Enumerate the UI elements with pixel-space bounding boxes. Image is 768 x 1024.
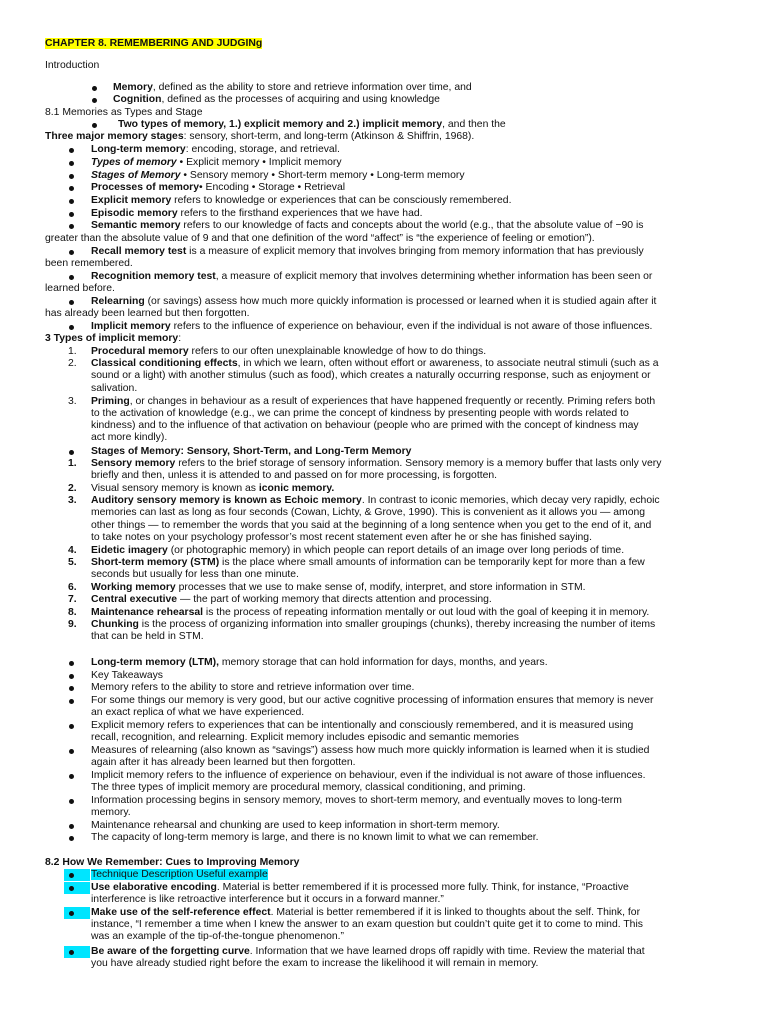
- recall-line-2: been remembered.: [45, 258, 133, 269]
- list-number: 2.: [68, 358, 77, 369]
- bullet-icon: [69, 300, 74, 305]
- bullet-icon: [69, 824, 74, 829]
- list-number: 9.: [68, 619, 77, 630]
- list-number: 7.: [68, 594, 77, 605]
- three-types-heading: 3 Types of implicit memory:: [45, 333, 182, 344]
- bullet-icon: [69, 148, 74, 153]
- bullet-icon: [92, 98, 97, 103]
- takeaway-item-cont: recall, recognition, and relearning. Explicit memory includes episodic and semantic memories: [91, 732, 519, 743]
- stage-item: Maintenance rehearsal is the process of repeating information mentally or out loud with the goal of keeping it in memory.: [91, 607, 650, 618]
- bullet-icon: [69, 686, 74, 691]
- implicit-item-cont: act more kindly).: [91, 432, 168, 443]
- bullet-icon: [69, 450, 74, 455]
- takeaway-item: Information processing begins in sensory memory, moves to short-term memory, and eventually moves to long-term: [91, 795, 622, 806]
- takeaway-item: The capacity of long-term memory is large, and there is no known limit to what we can remember.: [91, 832, 539, 843]
- stage-bullet: Stages of Memory • Sensory memory • Short-term memory • Long-term memory: [91, 170, 465, 181]
- bullet-icon: [69, 199, 74, 204]
- takeaway-item-cont: an exact replica of what we have experienced.: [91, 707, 305, 718]
- two-types-line: Two types of memory, 1.) explicit memory and 2.) implicit memory, and then the: [118, 119, 506, 130]
- stage-item-cont: that can be held in STM.: [91, 631, 204, 642]
- takeaway-item: Explicit memory refers to experiences that can be intentionally and consciously remembered, and it is measured using: [91, 720, 634, 731]
- stage-item-cont: to take notes on your psychology professor’s most recent statement even after he or she has finished saying.: [91, 532, 592, 543]
- implicit-item: Procedural memory refers to our often unexplainable knowledge of how to do things.: [91, 346, 487, 357]
- takeaway-item-cont: The three types of implicit memory are procedural memory, classical conditioning, and priming.: [91, 782, 526, 793]
- ltm-line: Long-term memory (LTM), memory storage that can hold information for days, months, and years.: [91, 657, 548, 668]
- cue-item-cont: instance, “I remember a time when I knew the answer to an exam question but couldn’t quite get it to come to mind. This: [91, 919, 643, 930]
- three-stages-line: Three major memory stages: sensory, short-term, and long-term (Atkinson & Shiffrin, 1968).: [45, 131, 475, 142]
- stage-bullet: Types of memory • Explicit memory • Implicit memory: [91, 157, 342, 168]
- cyan-highlight: [64, 882, 90, 894]
- recognition-line-1: Recognition memory test, a measure of explicit memory that involves determining whether information has been seen or: [91, 271, 653, 282]
- bullet-icon: [92, 86, 97, 91]
- cyan-highlight: [64, 946, 90, 958]
- bullet-icon: [69, 950, 74, 955]
- stage-item: Eidetic imagery (or photographic memory) in which people can report details of an image over long periods of time.: [91, 545, 625, 556]
- list-number: 6.: [68, 582, 77, 593]
- takeaway-item: Maintenance rehearsal and chunking are used to keep information in short-term memory.: [91, 820, 500, 831]
- implicit-line: Implicit memory refers to the influence of experience on behaviour, even if the individual is not aware of those influences.: [91, 321, 653, 332]
- stage-item-cont: seconds but usually for less than one minute.: [91, 569, 299, 580]
- recognition-line-2: learned before.: [45, 283, 115, 294]
- list-number: 2.: [68, 483, 77, 494]
- stage-bullet: Processes of memory• Encoding • Storage • Retrieval: [91, 182, 346, 193]
- introduction-label: Introduction: [45, 60, 100, 71]
- section-8-1-heading: 8.1 Memories as Types and Stage: [45, 107, 203, 118]
- takeaway-item: For some things our memory is very good, but our active cognitive processing of information ensures that memory is never: [91, 695, 654, 706]
- stage-item: Working memory processes that we use to make sense of, modify, interpret, and store information in STM.: [91, 582, 586, 593]
- cyan-highlight: [64, 907, 90, 919]
- chapter-title-text: CHAPTER 8. REMEMBERING AND JUDGINg: [45, 38, 263, 49]
- bullet-icon: [69, 325, 74, 330]
- section-8-2-heading: 8.2 How We Remember: Cues to Improving Memory: [45, 857, 300, 868]
- cue-item: Make use of the self-reference effect. Material is better remembered if it is linked to thoughts about the self. Think, for: [91, 907, 641, 918]
- bullet-icon: [69, 212, 74, 217]
- list-number: 3.: [68, 396, 77, 407]
- takeaway-item: Implicit memory refers to the influence of experience on behaviour, even if the individual is not aware of those influences.: [91, 770, 646, 781]
- cue-item-cont: you have already studied right before the exam to increase the likelihood it will remain in memory.: [91, 958, 539, 969]
- implicit-item-cont: salivation.: [91, 383, 138, 394]
- bullet-icon: [69, 161, 74, 166]
- takeaway-item-cont: memory.: [91, 807, 131, 818]
- list-number: 1.: [68, 346, 77, 357]
- stage-item: Auditory sensory memory is known as Echoic memory. In contrast to iconic memories, which decay very rapidly, echoic: [91, 495, 660, 506]
- list-number: 4.: [68, 545, 77, 556]
- implicit-item-cont: to the activation of knowledge (e.g., we can prime the concept of kindness by presenting people with words related to: [91, 408, 629, 419]
- list-number: 3.: [68, 495, 77, 506]
- cue-item-cont: was an example of the tip-of-the-tongue phenomenon.”: [91, 931, 344, 942]
- bullet-icon: [69, 724, 74, 729]
- bullet-icon: [69, 749, 74, 754]
- stage-item: Short-term memory (STM) is the place where small amounts of information can be temporarily kept for more than a few: [91, 557, 645, 568]
- bullet-icon: [69, 836, 74, 841]
- stage-item-cont: other things — to remember the words that you said at the beginning of a long sentence when you get to the end of it, and: [91, 520, 652, 531]
- bullet-icon: [69, 911, 74, 916]
- bullet-icon: [69, 275, 74, 280]
- bullet-icon: [69, 873, 74, 878]
- implicit-item-cont: sound or a light) with another stimulus (such as food), which creates a naturally occurring response, such as enjoyment or: [91, 370, 651, 381]
- implicit-item: Priming, or changes in behaviour as a result of experiences that have happened frequently or recently. Priming refers both: [91, 396, 656, 407]
- bullet-icon: [69, 799, 74, 804]
- bullet-icon: [69, 174, 74, 179]
- takeaway-item: Memory refers to the ability to store and retrieve information over time.: [91, 682, 415, 693]
- implicit-item-cont: kindness) and to the influence of that activation on behaviour (people who are primed with the concept of kindness may: [91, 420, 639, 431]
- recall-line-1: Recall memory test is a measure of explicit memory that involves bringing from memory information that has previously: [91, 246, 644, 257]
- bullet-icon: [69, 674, 74, 679]
- stage-item: Central executive — the part of working memory that directs attention and processing.: [91, 594, 492, 605]
- cyan-highlight: [64, 869, 90, 881]
- intro-bullet: Memory, defined as the ability to store and retrieve information over time, and: [113, 82, 472, 93]
- bullet-icon: [69, 661, 74, 666]
- stage-item-cont: briefly and then, unless it is attended to and passed on for more processing, is forgotten.: [91, 470, 498, 481]
- bullet-icon: [69, 186, 74, 191]
- stage-item: Sensory memory refers to the brief storage of sensory information. Sensory memory is a memory buffer that lasts only very: [91, 458, 662, 469]
- stages-heading: Stages of Memory: Sensory, Short-Term, and Long-Term Memory: [91, 446, 412, 457]
- bullet-icon: [69, 699, 74, 704]
- list-number: 5.: [68, 557, 77, 568]
- bullet-icon: [69, 886, 74, 891]
- takeaway-item-cont: again after it has already been learned but then forgotten.: [91, 757, 356, 768]
- stage-item-cont: memories can last as long as four seconds (Cowan, Lichty, & Grove, 1990). This is convenient as it allows you — among: [91, 507, 646, 518]
- stage-bullet: Explicit memory refers to knowledge or experiences that can be consciously remembered.: [91, 195, 512, 206]
- technique-text: Technique Description Useful example: [91, 869, 268, 880]
- implicit-item: Classical conditioning effects, in which we learn, often without effort or awareness, to associate neutral stimuli (such as a: [91, 358, 659, 369]
- technique-line: [91, 869, 268, 881]
- relearning-line-1: Relearning (or savings) assess how much more quickly information is processed or learned when it is studied again after it: [91, 296, 657, 307]
- stage-item: Visual sensory memory is known as iconic memory.: [91, 483, 335, 494]
- bullet-icon: [69, 250, 74, 255]
- stage-bullet: Long-term memory: encoding, storage, and retrieval.: [91, 144, 340, 155]
- cue-item: Be aware of the forgetting curve. Information that we have learned drops off rapidly with time. Review the material that: [91, 946, 645, 957]
- relearning-line-2: has already been learned but then forgotten.: [45, 308, 250, 319]
- bullet-icon: [69, 224, 74, 229]
- takeaway-item: Measures of relearning (also known as “savings”) assess how much more quickly information is learned when it is studied: [91, 745, 650, 756]
- takeaway-item: Key Takeaways: [91, 670, 164, 681]
- cue-item-cont: interference is like retroactive interference but it occurs in a forward manner.”: [91, 894, 444, 905]
- stage-bullet: Episodic memory refers to the firsthand experiences that we have had.: [91, 208, 423, 219]
- stage-item: Chunking is the process of organizing information into smaller groupings (chunks), thereby increasing the number of items: [91, 619, 656, 630]
- bullet-icon: [92, 123, 97, 128]
- intro-bullet: Cognition, defined as the processes of acquiring and using knowledge: [113, 94, 440, 105]
- chapter-title: [45, 38, 262, 50]
- semantic-line-1: Semantic memory refers to our knowledge of facts and concepts about the world (e.g., that the absolute value of −90 is: [91, 220, 644, 231]
- list-number: 8.: [68, 607, 77, 618]
- cue-item: Use elaborative encoding. Material is better remembered if it is processed more fully. Think, for instance, “Proactive: [91, 882, 629, 893]
- bullet-icon: [69, 774, 74, 779]
- list-number: 1.: [68, 458, 77, 469]
- semantic-line-2: greater than the absolute value of 9 and that one definition of the word “affect” is “the experience of feeling or emotion”).: [45, 233, 595, 244]
